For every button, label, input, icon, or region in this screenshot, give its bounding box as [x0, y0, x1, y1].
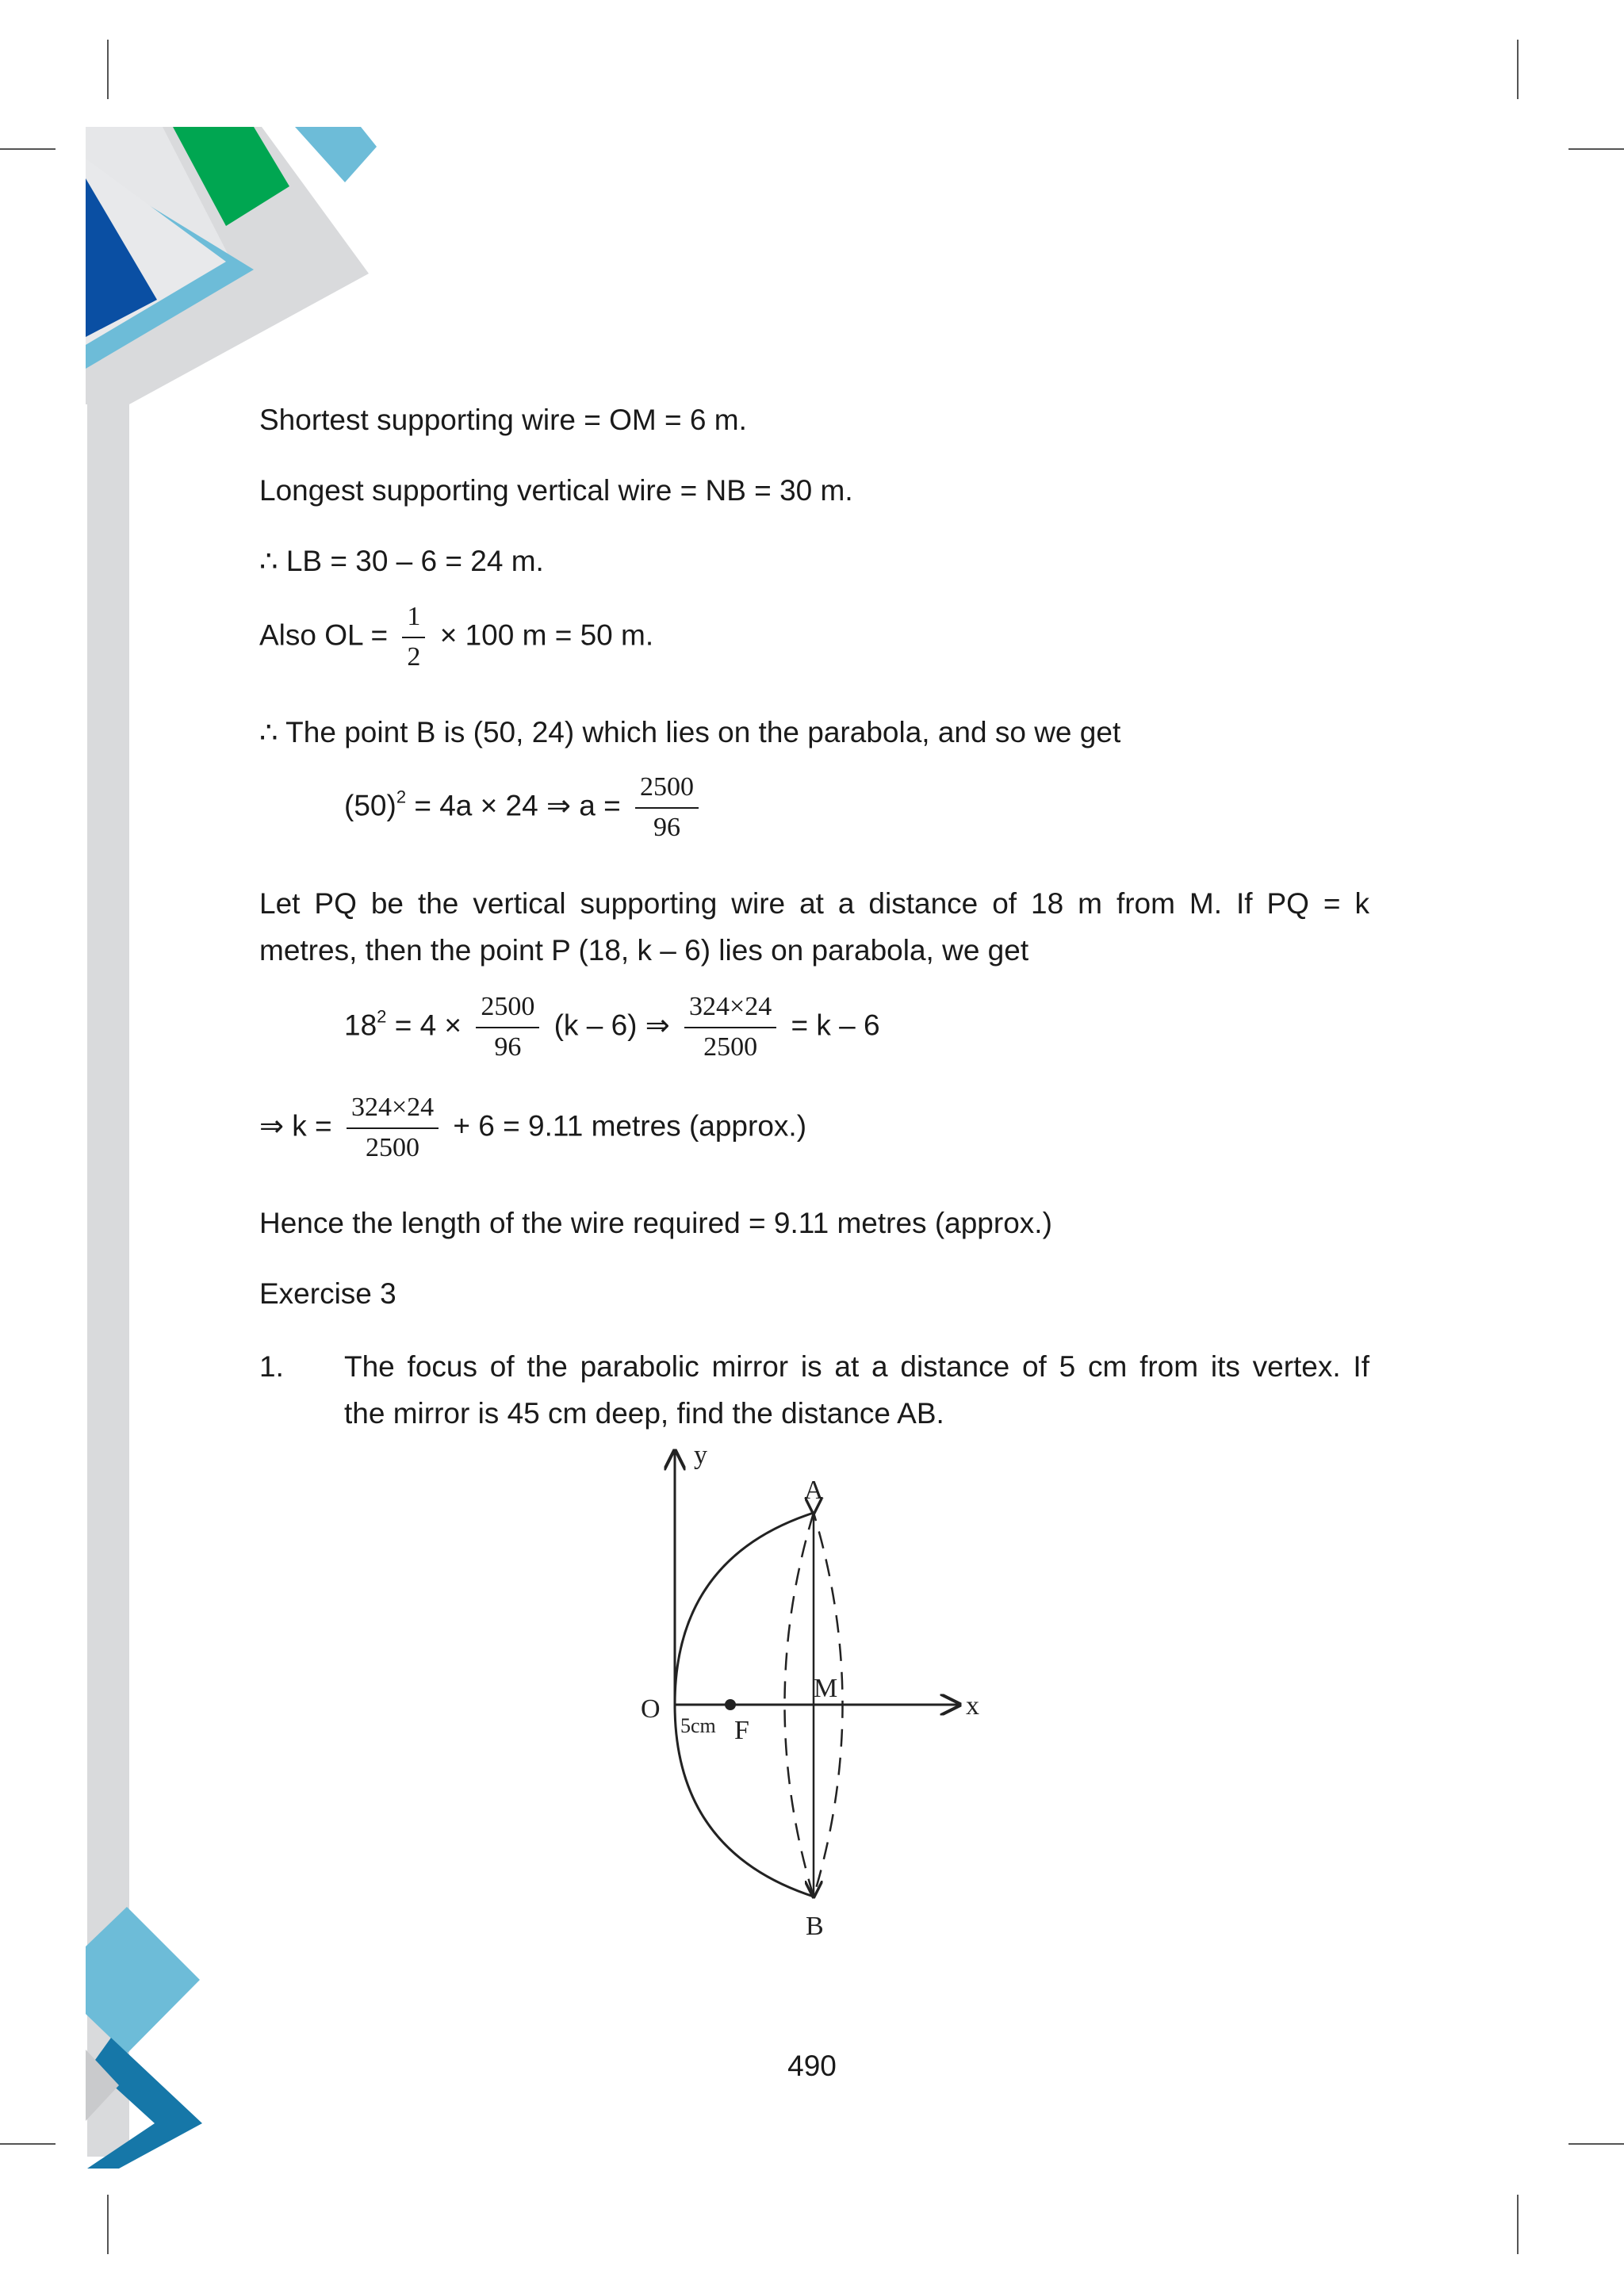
fraction-denominator: 2500 [366, 1132, 420, 1162]
label-m: M [814, 1674, 838, 1703]
label-o: O [641, 1694, 661, 1724]
crop-mark [1517, 40, 1519, 99]
fraction-half [402, 601, 425, 674]
pq-paragraph-line1: Let PQ be the vertical supporting wire at a distance of 18 m from M. If PQ = k [259, 887, 1369, 920]
label-a: A [804, 1476, 824, 1505]
eq2-base: 18 [344, 1009, 377, 1042]
eq1-exponent: 2 [396, 787, 407, 807]
fraction-numerator: 2500 [476, 991, 539, 1028]
eq1-rest: = 4a × 24 ⇒ a = [414, 789, 621, 822]
equation-k [344, 991, 880, 1064]
eq3-suffix: + 6 = 9.11 metres (approx.) [453, 1109, 807, 1143]
page-number: 490 [787, 2050, 837, 2082]
eq2-exponent: 2 [377, 1006, 387, 1027]
ol-suffix: × 100 m = 50 m. [439, 618, 654, 652]
hence-line: Hence the length of the wire required = 9.11 metres (approx.) [259, 1207, 1052, 1239]
fraction-a [635, 771, 699, 844]
ol-equation [259, 601, 653, 674]
label-f: F [734, 1716, 749, 1745]
fraction-numerator: 324×24 [684, 991, 776, 1028]
fraction-denominator: 2500 [703, 1032, 758, 1062]
eq2-end: = k – 6 [791, 1009, 880, 1042]
focus-point [725, 1699, 736, 1710]
longest-wire-line: Longest supporting vertical wire = NB = 30 m. [259, 474, 853, 507]
crop-mark [107, 2195, 109, 2254]
fraction-324x24 [684, 991, 776, 1064]
question-number: 1. [259, 1350, 284, 1383]
equation-a [344, 771, 705, 844]
point-b-line: ∴ The point B is (50, 24) which lies on the parabola, and so we get [259, 716, 1121, 748]
question-line2: the mirror is 45 cm deep, find the distance AB. [344, 1397, 944, 1430]
eq2-mid: = 4 × [394, 1009, 462, 1042]
eq1-base: (50) [344, 789, 396, 822]
crop-mark [1568, 2143, 1624, 2145]
fraction-denominator: 2 [407, 641, 421, 672]
pq-paragraph-line2: metres, then the point P (18, k – 6) lies on parabola, we get [259, 934, 1029, 967]
label-b: B [806, 1912, 824, 1941]
label-x: x [966, 1691, 979, 1721]
fraction-numerator: 1 [402, 601, 425, 638]
ol-prefix: Also OL = [259, 618, 389, 652]
crop-mark [0, 2143, 56, 2145]
fraction-324x24-k [347, 1092, 439, 1165]
fraction-denominator: 96 [494, 1032, 522, 1062]
fraction-2500-96 [476, 991, 539, 1064]
eq2-mid2: (k – 6) ⇒ [553, 1009, 670, 1042]
page-sidebar-bar [87, 127, 129, 2157]
shortest-wire-line: Shortest supporting wire = OM = 6 m. [259, 404, 747, 436]
fraction-numerator: 2500 [635, 771, 699, 809]
parabolic-mirror-diagram [626, 1435, 991, 1950]
crop-mark [1517, 2195, 1519, 2254]
eq3-prefix: ⇒ k = [259, 1109, 332, 1143]
fraction-numerator: 324×24 [347, 1092, 439, 1129]
exercise-heading: Exercise 3 [259, 1277, 396, 1310]
label-y: y [694, 1441, 707, 1470]
question-line1: The focus of the parabolic mirror is at a distance of 5 cm from its vertex. If [344, 1350, 1369, 1383]
top-corner-decoration [0, 0, 381, 412]
lb-line: ∴ LB = 30 – 6 = 24 m. [259, 545, 544, 577]
deco-light-blue-shape [295, 127, 377, 182]
crop-mark [1568, 148, 1624, 150]
fraction-denominator: 96 [653, 812, 681, 842]
label-5cm: 5cm [680, 1714, 716, 1737]
equation-k-value [259, 1092, 806, 1165]
